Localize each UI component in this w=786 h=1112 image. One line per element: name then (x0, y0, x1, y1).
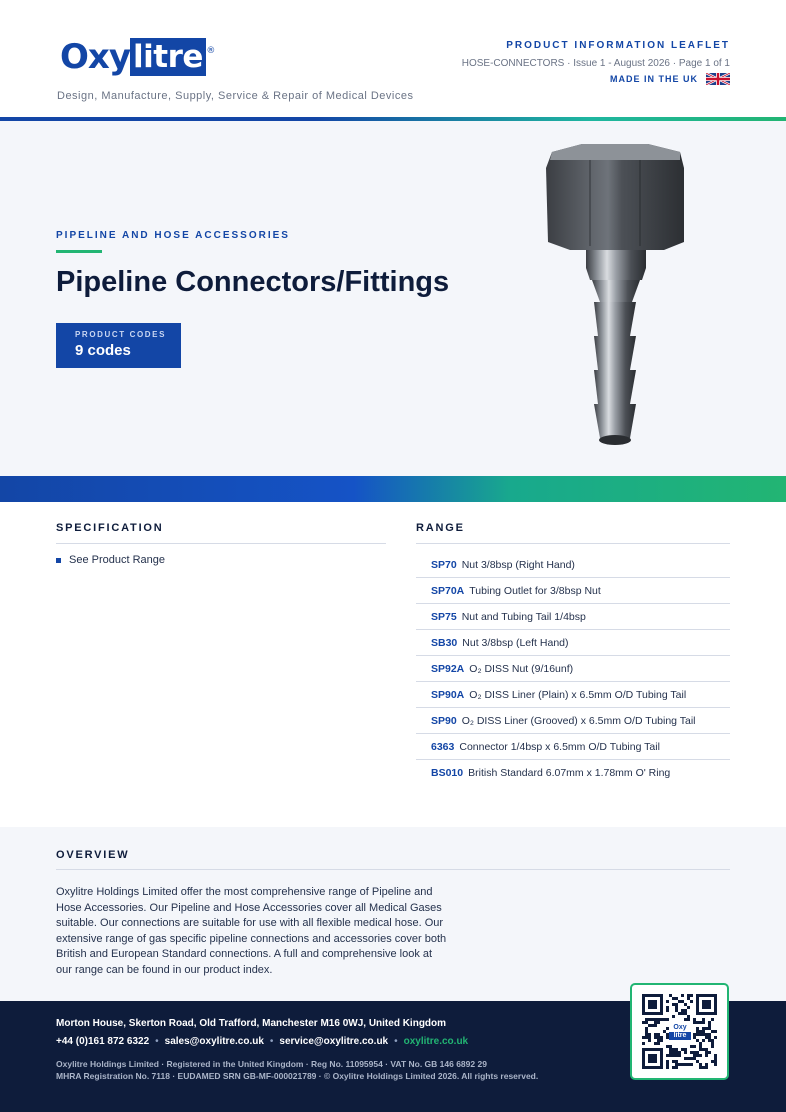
qr-module (702, 1039, 705, 1042)
range-item (416, 708, 730, 734)
qr-module (645, 1036, 648, 1039)
qr-module (702, 1048, 705, 1051)
qr-module (672, 1003, 675, 1006)
qr-module (684, 1009, 687, 1012)
range-list (416, 552, 730, 785)
qr-module (699, 1021, 702, 1024)
overview-line: extensive range of gas specific pipeline connections and accessories cover both (56, 932, 447, 945)
qr-module (699, 1045, 702, 1048)
qr-module (666, 1018, 669, 1021)
qr-module (690, 1057, 693, 1060)
qr-module (657, 1018, 660, 1021)
qr-module (678, 1063, 681, 1066)
qr-module (648, 1036, 651, 1039)
qr-module (696, 1021, 699, 1024)
qr-module (696, 1030, 699, 1033)
qr-module (708, 1027, 711, 1030)
specification-rule (56, 543, 386, 544)
range-description: Nut 3/8bsp (Right Hand) (461, 558, 575, 571)
qr-module (711, 1045, 714, 1048)
range-item (416, 578, 730, 604)
made-in-uk-label: MADE IN THE UK (610, 74, 698, 84)
qr-module (708, 1051, 711, 1054)
qr-module (681, 1012, 684, 1015)
qr-module (699, 1054, 702, 1057)
qr-code[interactable] (630, 983, 729, 1080)
qr-module (675, 1006, 678, 1009)
qr-module (666, 1009, 669, 1012)
qr-module (651, 1024, 654, 1027)
qr-module (690, 1045, 693, 1048)
qr-module (645, 1018, 648, 1021)
qr-module (684, 1063, 687, 1066)
qr-module (705, 1051, 708, 1054)
qr-module (702, 1027, 705, 1030)
range-item (416, 630, 730, 656)
qr-module (693, 1036, 696, 1039)
footer-contacts (56, 1036, 468, 1047)
qr-module (696, 1033, 699, 1036)
qr-module (657, 1021, 660, 1024)
qr-module (705, 1063, 708, 1066)
qr-module (669, 994, 672, 997)
qr-module (705, 1054, 708, 1057)
qr-module (705, 1048, 708, 1051)
qr-module (654, 1042, 657, 1045)
qr-module (666, 1060, 669, 1063)
qr-module (657, 1033, 660, 1036)
range-description: Nut and Tubing Tail 1/4bsp (461, 610, 586, 623)
qr-logo-litre: litre (669, 1032, 691, 1040)
qr-module (645, 1033, 648, 1036)
made-in-uk (610, 73, 730, 85)
qr-module (669, 1054, 672, 1057)
company-tagline: Design, Manufacture, Supply, Service & Repair of Medical Devices (57, 90, 414, 102)
qr-module (681, 994, 684, 997)
hose-connector-fitting-image (530, 138, 700, 460)
product-codes-count: 9 codes (75, 342, 131, 359)
footer-sales-email[interactable]: sales@oxylitre.co.uk (164, 1036, 264, 1047)
qr-module (666, 1045, 669, 1048)
gradient-band (0, 476, 786, 502)
range-description: British Standard 6.07mm x 1.78mm O' Ring (468, 766, 671, 779)
qr-module (687, 1006, 690, 1009)
qr-module (675, 1003, 678, 1006)
qr-module (675, 1051, 678, 1054)
qr-module (714, 1036, 717, 1039)
qr-module (642, 1042, 645, 1045)
qr-module (681, 1009, 684, 1012)
qr-module (660, 1036, 663, 1039)
qr-module (675, 997, 678, 1000)
qr-module (699, 1066, 702, 1069)
qr-module (675, 1054, 678, 1057)
qr-module (711, 1060, 714, 1063)
qr-module (654, 1024, 657, 1027)
qr-module (645, 1027, 648, 1030)
overview-rule (56, 869, 730, 870)
product-codes-label: PRODUCT CODES (75, 330, 167, 339)
qr-module (708, 1024, 711, 1027)
qr-module (711, 1039, 714, 1042)
qr-module (675, 1066, 678, 1069)
qr-module (702, 1021, 705, 1024)
qr-module (684, 1003, 687, 1006)
qr-module (660, 1018, 663, 1021)
qr-module (642, 1036, 645, 1039)
qr-module (678, 1012, 681, 1015)
specification-item-text: See Product Range (69, 554, 166, 566)
qr-module (669, 1045, 672, 1048)
qr-module (690, 1000, 693, 1003)
qr-module (669, 1048, 672, 1051)
qr-module (687, 1018, 690, 1021)
qr-module (708, 1036, 711, 1039)
qr-module (696, 1039, 699, 1042)
qr-module (648, 1018, 651, 1021)
qr-module (693, 1045, 696, 1048)
qr-module (702, 1033, 705, 1036)
qr-module (699, 1063, 702, 1066)
qr-module (693, 1021, 696, 1024)
qr-module (648, 1033, 651, 1036)
qr-module (672, 997, 675, 1000)
qr-module (702, 1066, 705, 1069)
qr-module (714, 1054, 717, 1057)
qr-module (645, 1021, 648, 1024)
qr-module (675, 1063, 678, 1066)
qr-module (693, 1057, 696, 1060)
qr-module (672, 1060, 675, 1063)
qr-module (663, 1030, 666, 1033)
qr-module (672, 1015, 675, 1018)
footer-legal-line: MHRA Registration No. 7118 · EUDAMED SRN GB-MF-000021789 · © Oxylitre Holdings Limited 2026. All rights reserved. (56, 1071, 539, 1081)
qr-module (675, 1009, 678, 1012)
range-heading: RANGE (416, 522, 465, 534)
company-logo (60, 37, 215, 77)
range-code: SP75 (431, 610, 457, 623)
leaflet-title: PRODUCT INFORMATION LEAFLET (506, 40, 730, 51)
qr-module (696, 1027, 699, 1030)
range-code: BS010 (431, 766, 464, 779)
qr-module (678, 1051, 681, 1054)
range-code: SP70A (431, 584, 465, 597)
qr-module (648, 1039, 651, 1042)
qr-module (711, 1030, 714, 1033)
qr-module (678, 1000, 681, 1003)
qr-module (687, 994, 690, 997)
qr-module (696, 1060, 699, 1063)
range-code: SP92A (431, 662, 465, 675)
product-codes-badge (56, 323, 181, 368)
qr-module (690, 994, 693, 997)
range-description: O₂ DISS Liner (Plain) x 6.5mm O/D Tubing Tail (469, 688, 687, 701)
qr-module (654, 1033, 657, 1036)
document-meta: HOSE-CONNECTORS · Issue 1 - August 2026 · Page 1 of 1 (461, 58, 730, 69)
qr-module (687, 1057, 690, 1060)
qr-module (684, 1018, 687, 1021)
qr-module (654, 1018, 657, 1021)
qr-module (705, 1033, 708, 1036)
registered-mark: ® (206, 46, 215, 56)
qr-module (714, 1060, 717, 1063)
range-item (416, 734, 730, 760)
qr-logo-oxy: Oxy (673, 1024, 687, 1031)
overview-line: Oxylitre Holdings Limited offer the most comprehensive range of Pipeline and (56, 886, 433, 898)
qr-module (714, 1063, 717, 1066)
qr-module (654, 1036, 657, 1039)
kicker-underline (56, 250, 102, 253)
qr-module (708, 1033, 711, 1036)
specification-heading: SPECIFICATION (56, 522, 164, 534)
qr-module (705, 1036, 708, 1039)
qr-module (681, 1000, 684, 1003)
overview-line: Hose Accessories. Our Pipeline and Hose Accessories cover all Medical Gases (56, 901, 442, 914)
range-description: Tubing Outlet for 3/8bsp Nut (469, 584, 601, 597)
qr-module (675, 1060, 678, 1063)
qr-module (666, 1006, 669, 1009)
page-title: Pipeline Connectors/Fittings (56, 266, 450, 298)
uk-flag-icon (706, 73, 730, 85)
range-code: SP90 (431, 714, 457, 727)
logo-text-litre (130, 38, 215, 76)
qr-module (666, 1063, 669, 1066)
qr-module (687, 1063, 690, 1066)
qr-module (696, 1054, 699, 1057)
footer-service-email[interactable]: service@oxylitre.co.uk (279, 1036, 389, 1047)
qr-module (714, 1030, 717, 1033)
range-code: SP70 (431, 558, 457, 571)
qr-module (666, 1000, 669, 1003)
qr-module (711, 1018, 714, 1021)
separator-dot: • (394, 1036, 398, 1047)
qr-module (648, 1024, 651, 1027)
qr-center-logo (669, 1023, 691, 1041)
qr-module (681, 1048, 684, 1051)
range-description: O₂ DISS Liner (Grooved) x 6.5mm O/D Tubing Tail (461, 714, 696, 727)
footer-address: Morton House, Skerton Road, Old Trafford, Manchester M16 0WJ, United Kingdom (56, 1018, 447, 1029)
qr-module (699, 1033, 702, 1036)
footer-phone[interactable]: +44 (0)161 872 6322 (56, 1036, 150, 1047)
qr-module (705, 1066, 708, 1069)
overview-line: our range can be found in our product index. (56, 963, 273, 976)
range-item (416, 760, 730, 785)
qr-module (702, 1018, 705, 1021)
range-code: 6363 (431, 740, 455, 753)
logo-litre-label: litre (133, 39, 203, 75)
qr-module (693, 1051, 696, 1054)
qr-module (678, 1054, 681, 1057)
qr-module (651, 1018, 654, 1021)
qr-module (702, 1030, 705, 1033)
qr-module (660, 1039, 663, 1042)
separator-dot: • (269, 1036, 274, 1047)
qr-module (708, 1039, 711, 1042)
qr-module (657, 1042, 660, 1045)
overview-line: British and European Standard connections. A full and comprehensive look at (56, 948, 433, 960)
qr-module (693, 1033, 696, 1036)
qr-module (696, 1051, 699, 1054)
logo-text-oxy: Oxy (60, 37, 130, 77)
qr-module (681, 1063, 684, 1066)
qr-module (684, 1057, 687, 1060)
qr-module (672, 1054, 675, 1057)
qr-module (684, 1012, 687, 1015)
qr-module (693, 1018, 696, 1021)
range-rule (416, 543, 730, 544)
footer-website-link[interactable]: oxylitre.co.uk (403, 1036, 469, 1047)
range-description: Nut 3/8bsp (Left Hand) (462, 636, 569, 649)
range-item (416, 552, 730, 578)
qr-module (672, 1048, 675, 1051)
qr-module (672, 1066, 675, 1069)
qr-module (711, 1042, 714, 1045)
qr-module (690, 1051, 693, 1054)
qr-module (672, 1051, 675, 1054)
range-item (416, 656, 730, 682)
overview-line: suitable. Our connections are suitable for use with all flexible medical hose. Our (56, 917, 444, 929)
qr-module (669, 1051, 672, 1054)
qr-module (708, 1021, 711, 1024)
qr-module (657, 1039, 660, 1042)
qr-module (675, 1048, 678, 1051)
qr-module (642, 1021, 645, 1024)
overview-paragraph (56, 885, 451, 978)
qr-module (684, 1048, 687, 1051)
qr-module (690, 1063, 693, 1066)
qr-module (687, 1015, 690, 1018)
qr-module (699, 1030, 702, 1033)
qr-module (699, 1048, 702, 1051)
range-item (416, 604, 730, 630)
qr-module (666, 1066, 669, 1069)
range-item (416, 682, 730, 708)
qr-module (684, 1051, 687, 1054)
range-code: SB30 (431, 636, 458, 649)
range-description: O₂ DISS Nut (9/16unf) (469, 662, 574, 675)
footer-legal-line: Oxylitre Holdings Limited · Registered in the United Kingdom · Reg No. 11095954 · VAT No. GB 146 6892 29 (56, 1059, 487, 1069)
bullet-icon (56, 558, 61, 563)
qr-module (693, 1054, 696, 1057)
range-code: SP90A (431, 688, 465, 701)
category-kicker: PIPELINE AND HOSE ACCESSORIES (56, 230, 290, 241)
qr-module (666, 1054, 669, 1057)
overview-heading: OVERVIEW (56, 849, 130, 861)
specification-item (56, 554, 165, 566)
separator-dot: • (155, 1036, 159, 1047)
qr-module (687, 997, 690, 1000)
qr-module (663, 1018, 666, 1021)
qr-module (699, 1042, 702, 1045)
qr-module (654, 1021, 657, 1024)
qr-module (714, 1057, 717, 1060)
range-description: Connector 1/4bsp x 6.5mm O/D Tubing Tail (459, 740, 660, 753)
qr-module (657, 1036, 660, 1039)
qr-module (645, 1030, 648, 1033)
qr-module (705, 1027, 708, 1030)
